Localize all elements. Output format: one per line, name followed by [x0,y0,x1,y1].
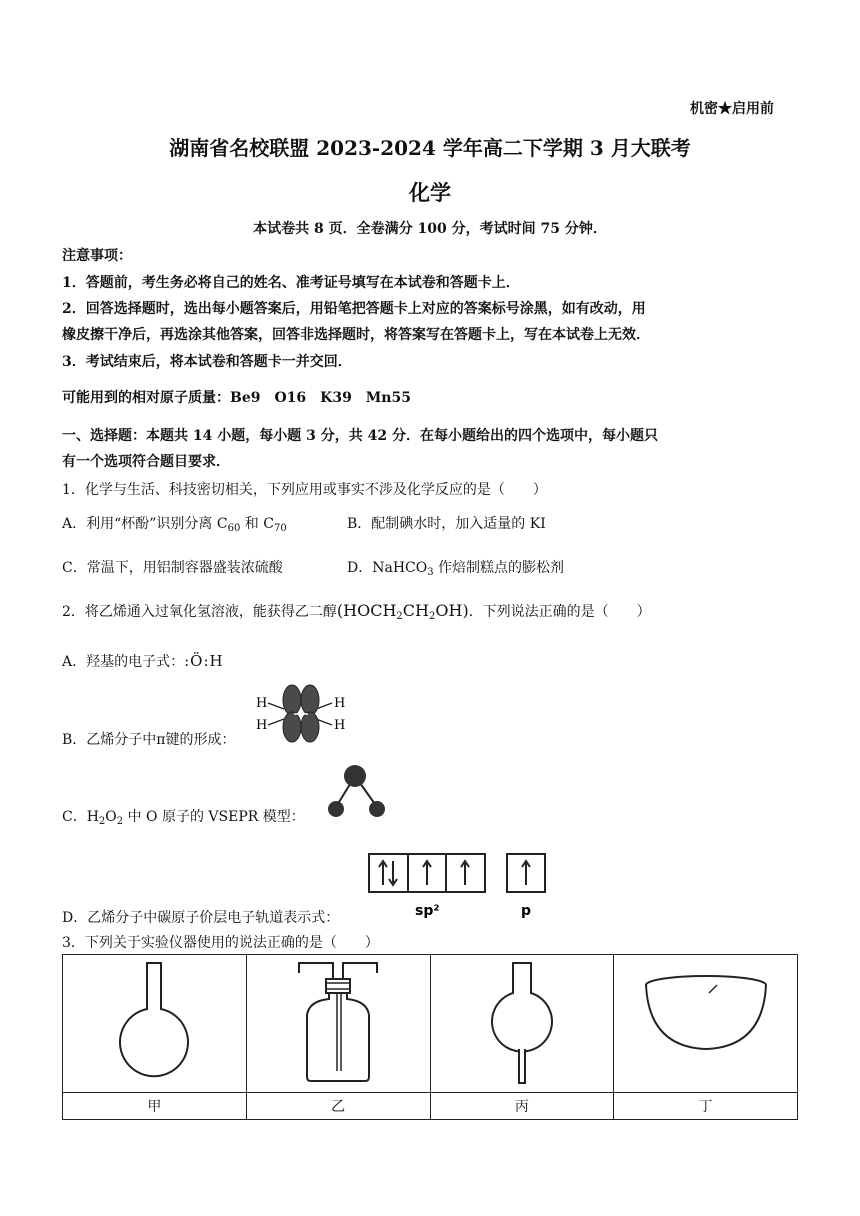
apparatus-cell [63,955,247,1093]
apparatus-label: 丙 [430,1093,614,1120]
h-label: H [334,718,346,733]
pi-bond-figure [254,683,354,743]
section-heading-cont: 有一个选项符合题目要求． [62,454,230,470]
q2-option-b: B．乙烯分子中π键的形成： [62,732,236,748]
subject-title: 化学 [409,180,451,205]
sp2-label: sp² [415,903,440,919]
h-label: H [256,718,268,733]
q2-stem: 2．将乙烯通入过氧化氢溶液，能获得乙二醇$(HOCH_2CH_2OH)$．下列说法正确的是（ ） [62,601,651,622]
atomic-masses: 可能用到的相对原子质量：Be9 O16 K39 Mn55 [62,390,411,406]
apparatus-label: 丁 [614,1093,798,1120]
vsepr-model-figure [322,762,392,822]
hydroxyl-electron-formula: :Ö:H [184,652,224,670]
round-bottom-flask-icon [109,959,199,1084]
p-label: p [521,903,532,919]
h-label: H [256,696,268,711]
q3-stem: 3．下列关于实验仪器使用的说法正确的是（ ） [62,935,379,951]
orbital-diagram [367,852,552,922]
apparatus-cell [614,955,798,1093]
q1-option-c: C．常温下，用铝制容器盛装浓硫酸 [62,560,283,576]
apparatus-cell [246,955,430,1093]
separatory-funnel-icon [477,959,567,1084]
apparatus-label: 乙 [246,1093,430,1120]
q1-option-b: B．配制碘水时，加入适量的 KI [347,516,546,532]
section-heading: 一、选择题：本题共 14 小题，每小题 3 分，共 42 分．在每小题给出的四个选项中，每小题只 [62,428,658,444]
confidential-mark: 机密★启用前 [690,101,774,117]
h-label: H [334,696,346,711]
q2-option-c: C．$H_2O_2$ 中 O 原子的 VSEPR 模型： [62,809,305,827]
q2-option-d: D．乙烯分子中碳原子价层电子轨道表示式： [62,910,340,926]
exam-info: 本试卷共 8 页．全卷满分 100 分，考试时间 75 分钟． [253,221,607,237]
apparatus-label: 甲 [63,1093,247,1120]
note-item: 1．答题前，考生务必将自己的姓名、准考证号填写在本试卷和答题卡上． [62,275,520,291]
q1-option-a: A．利用“杯酚”识别分离 $C_{60}$ 和 $C_{70}$ [62,516,287,534]
q2-option-a: A．羟基的电子式：:Ö:H [62,652,224,670]
notes-heading: 注意事项： [62,248,132,264]
note-item: 橡皮擦干净后，再选涂其他答案，回答非选择题时，将答案写在答题卡上，写在本试卷上无效． [62,327,650,343]
note-item: 2．回答选择题时，选出每小题答案后，用铅笔把答题卡上对应的答案标号涂黑，如有改动，用 [62,301,646,317]
page-title: 湖南省名校联盟 2023-2024 学年高二下学期 3 月大联考 [169,136,691,160]
evaporating-dish-icon [641,959,771,1084]
q1-stem: 1．化学与生活、科技密切相关，下列应用或事实不涉及化学反应的是（ ） [62,482,547,498]
apparatus-cell [430,955,614,1093]
apparatus-table [62,954,798,1120]
gas-washing-bottle-icon [293,959,383,1084]
note-item: 3．考试结束后，将本试卷和答题卡一并交回． [62,354,352,370]
q1-option-d: D．NaHCO$_3$ 作焙制糕点的膨松剂 [347,560,565,578]
